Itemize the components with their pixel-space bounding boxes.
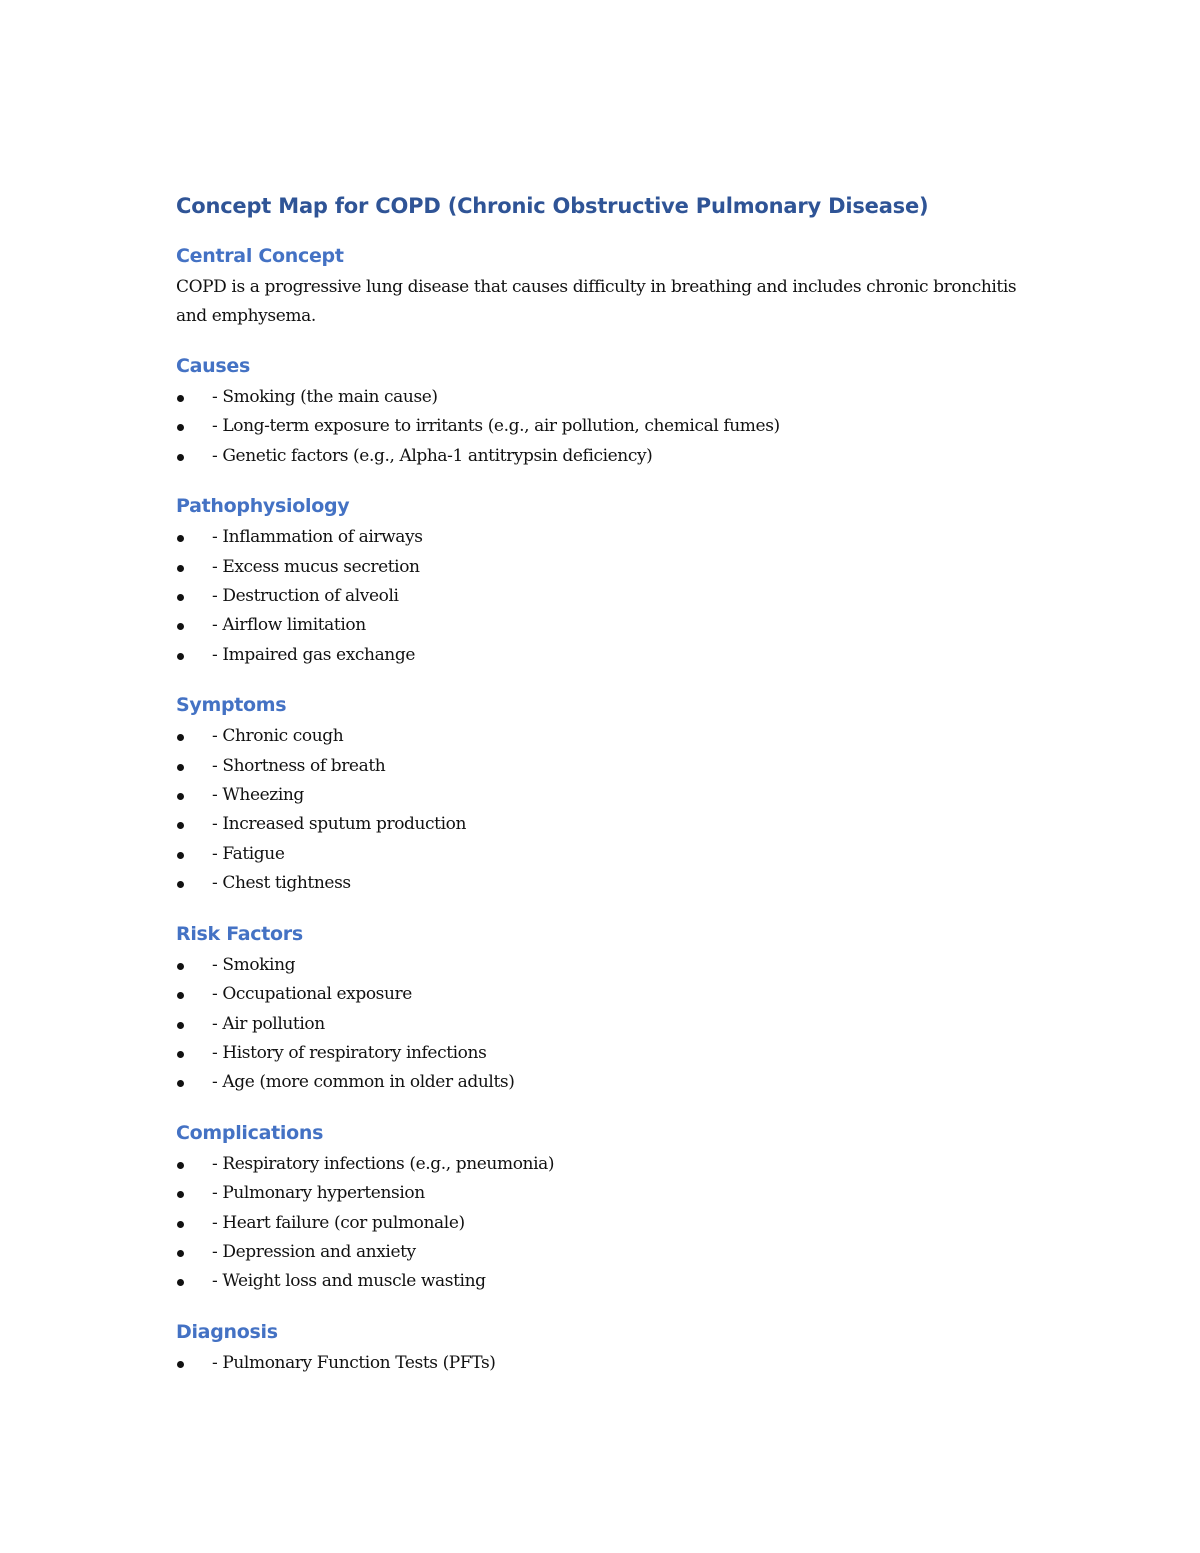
list-item-text: - Destruction of alveoli bbox=[212, 586, 399, 607]
list-item-text: - Depression and anxiety bbox=[212, 1241, 416, 1262]
list-item-text: - Increased sputum production bbox=[212, 814, 467, 835]
list-item bbox=[176, 1068, 1036, 1097]
list-item-text: - Occupational exposure bbox=[212, 984, 412, 1005]
bullet-icon bbox=[177, 623, 184, 630]
list-item-text: - Long-term exposure to irritants (e.g., air pollution, chemical fumes) bbox=[212, 416, 780, 437]
list-item bbox=[176, 611, 1036, 640]
bullet-list-pathophysiology bbox=[176, 523, 1036, 670]
document-page bbox=[176, 190, 1036, 1398]
bullet-icon bbox=[177, 963, 184, 970]
sections-container bbox=[176, 351, 1036, 1378]
list-item bbox=[176, 553, 1036, 582]
list-item-text: - Respiratory infections (e.g., pneumonia) bbox=[212, 1153, 555, 1174]
bullet-icon bbox=[177, 1191, 184, 1198]
list-item bbox=[176, 442, 1036, 471]
list-item bbox=[176, 810, 1036, 839]
bullet-icon bbox=[177, 852, 184, 859]
bullet-icon bbox=[177, 535, 184, 542]
section-causes bbox=[176, 351, 1036, 471]
list-item-text: - Wheezing bbox=[212, 785, 304, 806]
list-item-text: - Excess mucus secretion bbox=[212, 556, 420, 577]
bullet-icon bbox=[177, 734, 184, 741]
bullet-icon bbox=[177, 594, 184, 601]
list-item bbox=[176, 840, 1036, 869]
bullet-list-symptoms bbox=[176, 722, 1036, 898]
bullet-list-risk-factors bbox=[176, 951, 1036, 1098]
list-item-text: - Air pollution bbox=[212, 1013, 325, 1034]
list-item-text: - Smoking bbox=[212, 954, 296, 975]
list-item bbox=[176, 869, 1036, 898]
list-item-text: - Heart failure (cor pulmonale) bbox=[212, 1212, 465, 1233]
list-item bbox=[176, 1179, 1036, 1208]
list-item bbox=[176, 1349, 1036, 1378]
list-item-text: - Inflammation of airways bbox=[212, 527, 423, 548]
section-heading-causes: Causes bbox=[176, 355, 250, 377]
bullet-list-diagnosis bbox=[176, 1349, 1036, 1378]
list-item-text: - Pulmonary Function Tests (PFTs) bbox=[212, 1352, 496, 1373]
bullet-icon bbox=[177, 1080, 184, 1087]
bullet-icon bbox=[177, 1221, 184, 1228]
list-item bbox=[176, 641, 1036, 670]
list-item bbox=[176, 523, 1036, 552]
list-item-text: - Shortness of breath bbox=[212, 755, 386, 776]
list-item bbox=[176, 1150, 1036, 1179]
bullet-icon bbox=[177, 1162, 184, 1169]
list-item bbox=[176, 412, 1036, 441]
list-item-text: - Impaired gas exchange bbox=[212, 644, 416, 665]
list-item-text: - Fatigue bbox=[212, 843, 285, 864]
section-pathophysiology bbox=[176, 491, 1036, 670]
bullet-icon bbox=[177, 395, 184, 402]
list-item bbox=[176, 752, 1036, 781]
bullet-icon bbox=[177, 1361, 184, 1368]
list-item bbox=[176, 582, 1036, 611]
bullet-icon bbox=[177, 424, 184, 431]
bullet-icon bbox=[177, 565, 184, 572]
list-item-text: - Chronic cough bbox=[212, 726, 344, 747]
list-item-text: - History of respiratory infections bbox=[212, 1042, 487, 1063]
list-item-text: - Chest tightness bbox=[212, 873, 351, 894]
central-concept-text: COPD is a progressive lung disease that causes difficulty in breathing and includes chronic bronchitis and emphysema. bbox=[176, 277, 1017, 326]
bullet-icon bbox=[177, 653, 184, 660]
list-item bbox=[176, 383, 1036, 412]
document-title: Concept Map for COPD (Chronic Obstructive Pulmonary Disease) bbox=[176, 194, 929, 218]
bullet-list-complications bbox=[176, 1150, 1036, 1297]
list-item bbox=[176, 1209, 1036, 1238]
bullet-list-causes bbox=[176, 383, 1036, 471]
list-item bbox=[176, 1010, 1036, 1039]
bullet-icon bbox=[177, 881, 184, 888]
bullet-icon bbox=[177, 1022, 184, 1029]
list-item-text: - Pulmonary hypertension bbox=[212, 1183, 425, 1204]
list-item bbox=[176, 1267, 1036, 1296]
list-item-text: - Age (more common in older adults) bbox=[212, 1072, 515, 1093]
bullet-icon bbox=[177, 793, 184, 800]
list-item bbox=[176, 1238, 1036, 1267]
list-item bbox=[176, 1039, 1036, 1068]
list-item bbox=[176, 781, 1036, 810]
section-heading-diagnosis: Diagnosis bbox=[176, 1320, 278, 1343]
central-concept-section bbox=[176, 241, 1036, 331]
list-item bbox=[176, 951, 1036, 980]
bullet-icon bbox=[177, 1051, 184, 1058]
section-complications bbox=[176, 1118, 1036, 1297]
bullet-icon bbox=[177, 822, 184, 829]
bullet-icon bbox=[177, 1279, 184, 1286]
list-item-text: - Smoking (the main cause) bbox=[212, 387, 438, 407]
section-heading-central-concept: Central Concept bbox=[176, 245, 344, 267]
section-symptoms bbox=[176, 690, 1036, 898]
list-item-text: - Airflow limitation bbox=[212, 615, 366, 636]
section-heading-symptoms: Symptoms bbox=[176, 694, 287, 717]
section-heading-risk-factors: Risk Factors bbox=[176, 922, 303, 945]
section-heading-complications: Complications bbox=[176, 1121, 324, 1144]
section-heading-pathophysiology: Pathophysiology bbox=[176, 495, 350, 518]
bullet-icon bbox=[177, 764, 184, 771]
section-diagnosis bbox=[176, 1317, 1036, 1378]
bullet-icon bbox=[177, 454, 184, 461]
section-risk-factors bbox=[176, 919, 1036, 1098]
bullet-icon bbox=[177, 1250, 184, 1257]
list-item bbox=[176, 980, 1036, 1009]
list-item-text: - Genetic factors (e.g., Alpha-1 antitrypsin deficiency) bbox=[212, 445, 653, 466]
bullet-icon bbox=[177, 992, 184, 999]
list-item bbox=[176, 722, 1036, 751]
list-item-text: - Weight loss and muscle wasting bbox=[212, 1271, 486, 1292]
